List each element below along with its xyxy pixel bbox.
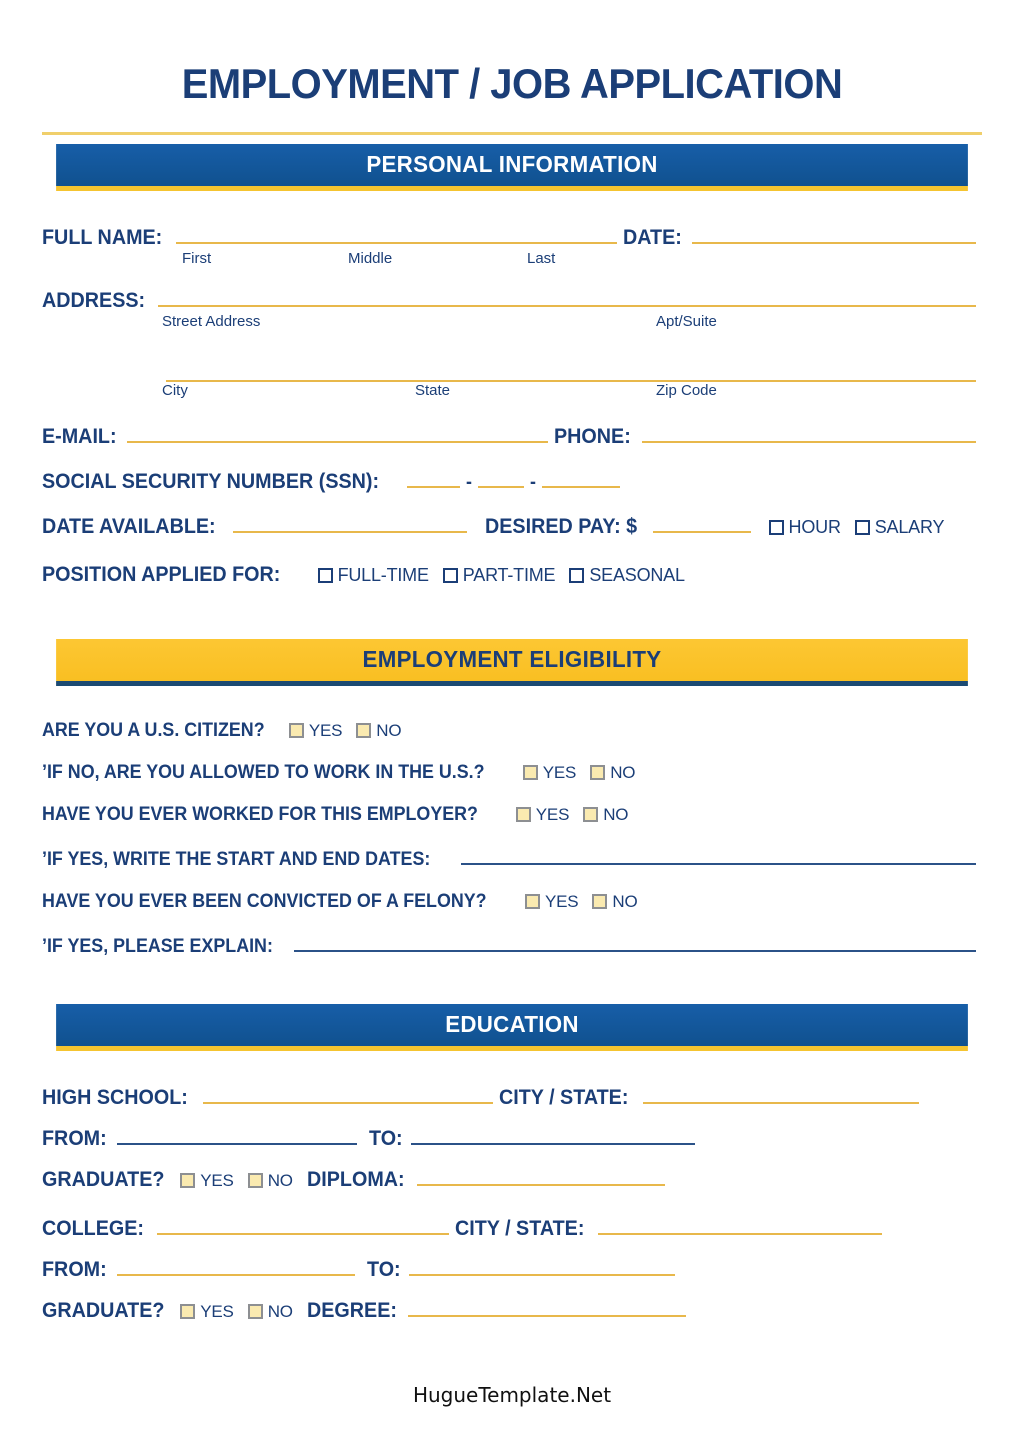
checkbox-salary-icon[interactable] [855, 520, 870, 535]
felony-yes-option[interactable] [525, 892, 578, 912]
position-option-part-time-label: PART-TIME [462, 565, 556, 586]
ssn-input-part2[interactable] [478, 469, 524, 488]
section-header-education: EDUCATION [56, 1004, 968, 1051]
felony-explain-label: ’IF YES, PLEASE EXPLAIN: [42, 936, 273, 958]
felony-explain-input[interactable] [294, 933, 976, 952]
start-end-dates-row [42, 846, 982, 871]
college-label: COLLEGE: [42, 1217, 144, 1241]
high-school-city-state-label: CITY / STATE: [499, 1086, 629, 1110]
address-captions-line2 [42, 382, 982, 404]
previous-employer-yes-option[interactable] [516, 805, 569, 825]
checkbox-seasonal-icon[interactable] [569, 568, 584, 583]
checkbox-work-authorization-yes-icon[interactable] [523, 765, 538, 780]
work-authorization-no-option[interactable] [590, 763, 635, 783]
high-school-city-state-input[interactable] [643, 1085, 919, 1104]
full-name-label: FULL NAME: [42, 226, 163, 250]
caption-middle: Middle [348, 250, 393, 268]
citizen-no-option[interactable] [356, 721, 401, 741]
position-option-part-time[interactable] [443, 565, 556, 586]
street-address-input[interactable] [158, 288, 976, 307]
checkbox-felony-yes-icon[interactable] [525, 894, 540, 909]
college-graduate-yes-label: YES [200, 1302, 234, 1322]
checkbox-work-authorization-no-icon[interactable] [590, 765, 605, 780]
college-city-state-input[interactable] [598, 1216, 882, 1235]
high-school-dates-row [42, 1126, 982, 1151]
phone-label: PHONE: [554, 425, 632, 449]
diploma-label: DIPLOMA: [306, 1168, 405, 1192]
diploma-input[interactable] [417, 1167, 665, 1186]
caption-city: City [162, 382, 188, 400]
previous-employer-yes-label: YES [535, 805, 570, 825]
checkbox-full-time-icon[interactable] [318, 568, 333, 583]
college-input[interactable] [157, 1216, 449, 1235]
ssn-separator-2: - [529, 472, 536, 494]
section-header-personal-information: PERSONAL INFORMATION [56, 144, 968, 191]
desired-pay-label: DESIRED PAY: $ [484, 515, 637, 539]
degree-input[interactable] [408, 1298, 686, 1317]
caption-last: Last [527, 250, 556, 268]
date-available-label: DATE AVAILABLE: [42, 515, 216, 539]
high-school-to-input[interactable] [411, 1126, 695, 1145]
address-captions-line1 [42, 313, 982, 335]
ssn-input-part3[interactable] [542, 469, 620, 488]
pay-option-salary[interactable] [855, 517, 945, 538]
city-state-zip-input[interactable] [166, 363, 976, 382]
checkbox-citizen-yes-icon[interactable] [289, 723, 304, 738]
citizen-yes-label: YES [308, 721, 343, 741]
full-name-input[interactable] [176, 225, 617, 244]
college-to-input[interactable] [409, 1257, 675, 1276]
high-school-graduate-yes-label: YES [200, 1171, 234, 1191]
felony-no-option[interactable] [592, 892, 637, 912]
felony-no-label: NO [612, 892, 638, 912]
citizen-question-label: ARE YOU A U.S. CITIZEN? [42, 720, 265, 742]
checkbox-felony-no-icon[interactable] [592, 894, 607, 909]
checkbox-citizen-no-icon[interactable] [356, 723, 371, 738]
position-option-seasonal-label: SEASONAL [589, 565, 685, 586]
position-applied-row [42, 563, 982, 587]
college-dates-row [42, 1257, 982, 1282]
checkbox-high-school-graduate-no-icon[interactable] [248, 1173, 263, 1188]
email-input[interactable] [127, 424, 548, 443]
eligibility-question-citizen [42, 720, 982, 742]
college-row [42, 1216, 982, 1241]
position-applied-label: POSITION APPLIED FOR: [42, 563, 281, 587]
previous-employer-no-option[interactable] [583, 805, 628, 825]
address-row [42, 288, 982, 313]
position-option-full-time[interactable] [318, 565, 429, 586]
citizen-no-label: NO [376, 721, 402, 741]
ssn-label: SOCIAL SECURITY NUMBER (SSN): [42, 470, 380, 494]
high-school-graduate-row [42, 1167, 982, 1192]
caption-apt-suite: Apt/Suite [656, 313, 717, 331]
ssn-input-part1[interactable] [407, 469, 460, 488]
email-label: E-MAIL: [42, 425, 117, 449]
high-school-label: HIGH SCHOOL: [42, 1086, 188, 1110]
work-authorization-yes-label: YES [542, 763, 577, 783]
date-label: DATE: [622, 226, 682, 250]
caption-first: First [182, 250, 212, 268]
pay-option-hour-label: HOUR [788, 517, 841, 538]
high-school-to-label: TO: [368, 1127, 403, 1151]
work-authorization-yes-option[interactable] [523, 763, 576, 783]
page-title: EMPLOYMENT / JOB APPLICATION [181, 60, 843, 107]
caption-state: State [415, 382, 451, 400]
felony-question-label: HAVE YOU EVER BEEN CONVICTED OF A FELONY? [42, 891, 487, 913]
citizen-yes-option[interactable] [289, 721, 342, 741]
start-end-dates-label: ’IF YES, WRITE THE START AND END DATES: [42, 849, 431, 871]
college-from-label: FROM: [42, 1258, 107, 1282]
college-city-state-label: CITY / STATE: [454, 1217, 584, 1241]
checkbox-college-graduate-yes-icon[interactable] [180, 1304, 195, 1319]
high-school-graduate-no-label: NO [267, 1171, 293, 1191]
full-name-row [42, 225, 982, 250]
checkbox-previous-employer-no-icon[interactable] [583, 807, 598, 822]
checkbox-hour-icon[interactable] [769, 520, 784, 535]
previous-employer-question-label: HAVE YOU EVER WORKED FOR THIS EMPLOYER? [42, 804, 478, 826]
felony-yes-label: YES [544, 892, 579, 912]
college-graduate-row [42, 1298, 982, 1323]
college-to-label: TO: [366, 1258, 401, 1282]
work-authorization-no-label: NO [610, 763, 636, 783]
availability-pay-row [42, 514, 982, 539]
high-school-input[interactable] [203, 1085, 493, 1104]
college-graduate-no-label: NO [267, 1302, 293, 1322]
high-school-row [42, 1085, 982, 1110]
section-header-employment-eligibility: EMPLOYMENT ELIGIBILITY [56, 639, 968, 686]
checkbox-part-time-icon[interactable] [443, 568, 458, 583]
felony-explain-row [42, 933, 982, 958]
ssn-separator-1: - [465, 472, 472, 494]
degree-label: DEGREE: [306, 1299, 397, 1323]
email-phone-row [42, 424, 982, 449]
eligibility-question-felony [42, 891, 982, 913]
previous-employer-no-label: NO [603, 805, 629, 825]
ssn-row [42, 469, 982, 494]
pay-option-salary-label: SALARY [874, 517, 945, 538]
college-graduate-label: GRADUATE? [42, 1299, 165, 1323]
eligibility-question-work-authorization [42, 762, 982, 784]
college-graduate-no-option[interactable] [248, 1302, 293, 1322]
eligibility-question-previous-employer [42, 804, 982, 826]
caption-street-address: Street Address [162, 313, 261, 331]
position-option-full-time-label: FULL-TIME [337, 565, 429, 586]
college-from-input[interactable] [117, 1257, 355, 1276]
title-divider [42, 132, 982, 135]
desired-pay-input[interactable] [653, 514, 751, 533]
date-available-input[interactable] [233, 514, 467, 533]
checkbox-high-school-graduate-yes-icon[interactable] [180, 1173, 195, 1188]
address-label: ADDRESS: [42, 289, 146, 313]
footer-watermark: HugueTemplate.Net [412, 1383, 612, 1407]
high-school-from-input[interactable] [117, 1126, 357, 1145]
high-school-graduate-no-option[interactable] [248, 1171, 293, 1191]
caption-zip-code: Zip Code [656, 382, 717, 400]
high-school-graduate-label: GRADUATE? [42, 1168, 165, 1192]
start-end-dates-input[interactable] [461, 846, 976, 865]
work-authorization-question-label: ’IF NO, ARE YOU ALLOWED TO WORK IN THE U.S.? [42, 762, 485, 784]
address-row-2 [42, 363, 982, 382]
high-school-from-label: FROM: [42, 1127, 107, 1151]
name-captions [42, 250, 982, 272]
position-option-seasonal[interactable] [569, 565, 684, 586]
date-input[interactable] [692, 225, 976, 244]
checkbox-college-graduate-no-icon[interactable] [248, 1304, 263, 1319]
college-graduate-yes-option[interactable] [180, 1302, 233, 1322]
high-school-graduate-yes-option[interactable] [180, 1171, 233, 1191]
phone-input[interactable] [642, 424, 976, 443]
checkbox-previous-employer-yes-icon[interactable] [516, 807, 531, 822]
pay-option-hour[interactable] [769, 517, 841, 538]
